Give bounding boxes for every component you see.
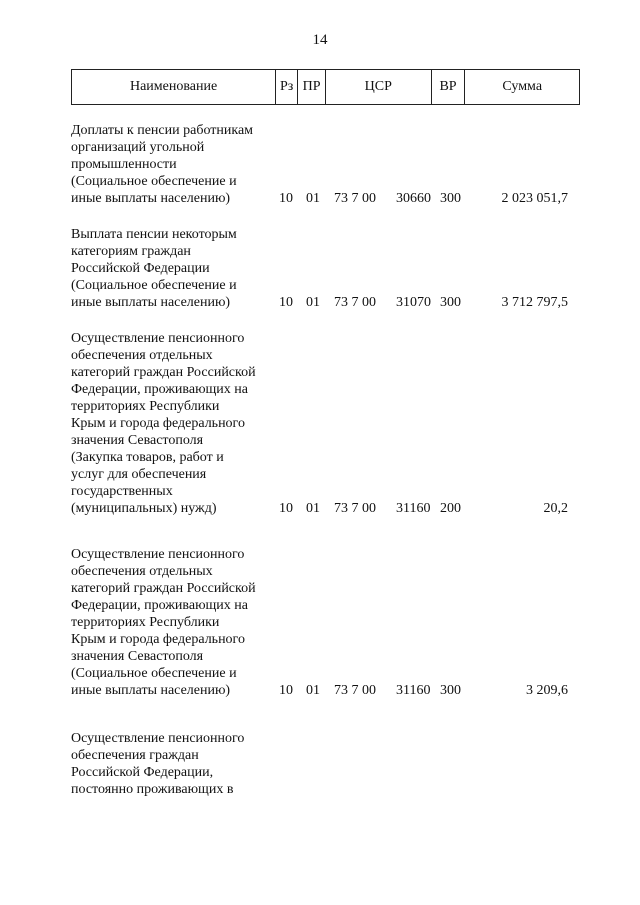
row-codes	[0, 294, 640, 311]
page-number: 14	[312, 32, 328, 48]
table-header	[71, 69, 580, 105]
row-csr-prefix: 73 7 00	[334, 501, 376, 516]
row-name: Осуществление пенсионного обеспечения отдельных категорий граждан Российской Федерации, проживающих на территориях Республики Крым и города федерального значения Севастополя (Закупка товаров, работ и услуг для обеспечения государственных (муниципальных) нужд)	[71, 331, 256, 516]
row-rz: 10	[279, 191, 293, 206]
row-pr: 01	[306, 295, 320, 310]
row-codes	[0, 190, 640, 207]
row-rz: 10	[279, 501, 293, 516]
row-sum: 3 712 797,5	[501, 295, 568, 310]
row-csr-code: 31160	[396, 501, 431, 516]
row-sum: 20,2	[543, 501, 568, 516]
row-rz: 10	[279, 295, 293, 310]
row-csr-prefix: 73 7 00	[334, 295, 376, 310]
row-name: Осуществление пенсионного обеспечения граждан Российской Федерации, постоянно проживающих в	[71, 731, 245, 797]
row-name: Осуществление пенсионного обеспечения отдельных категорий граждан Российской Федерации, проживающих на территориях Республики Крым и города федерального значения Севастополя (Социальное обеспечение и иные выплаты населению)	[71, 547, 256, 698]
header-sum: Сумма	[502, 79, 543, 94]
row-csr-code: 30660	[396, 191, 431, 206]
row-vr: 300	[440, 295, 461, 310]
row-pr: 01	[306, 501, 320, 516]
row-pr: 01	[306, 683, 320, 698]
header-pr: ПР	[298, 70, 326, 104]
row-name: Доплаты к пенсии работникам организаций угольной промышленности (Социальное обеспечение и иные выплаты населению)	[71, 123, 254, 206]
header-vr: ВР	[432, 70, 466, 104]
row-vr: 300	[440, 191, 461, 206]
row-csr-prefix: 73 7 00	[334, 683, 376, 698]
row-sum: 3 209,6	[526, 683, 568, 698]
row-codes	[0, 500, 640, 517]
row-csr-code: 31070	[396, 295, 431, 310]
row-csr-prefix: 73 7 00	[334, 191, 376, 206]
row-pr: 01	[306, 191, 320, 206]
header-rz: Рз	[276, 70, 298, 104]
row-csr-code: 31160	[396, 683, 431, 698]
row-codes	[0, 682, 640, 699]
row-vr: 200	[440, 501, 461, 516]
row-sum: 2 023 051,7	[501, 191, 568, 206]
header-name: Наименование	[72, 70, 276, 104]
row-vr: 300	[440, 683, 461, 698]
row-rz: 10	[279, 683, 293, 698]
header-csr: ЦСР	[326, 70, 432, 104]
row-name: Выплата пенсии некоторым категориям граждан Российской Федерации (Социальное обеспечение и иные выплаты населению)	[71, 227, 237, 310]
